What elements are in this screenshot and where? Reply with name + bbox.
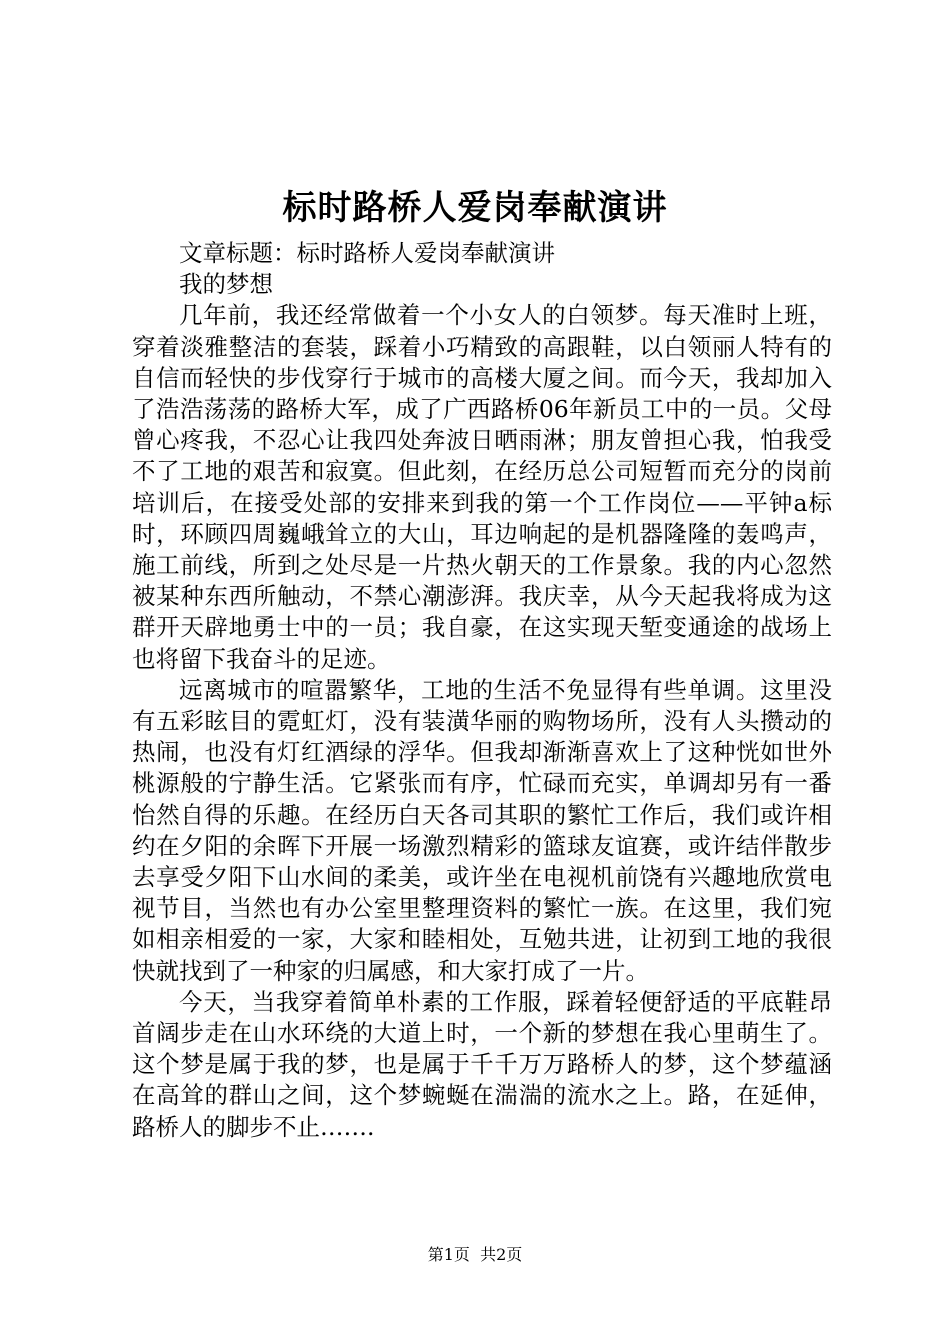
article-title-line: 文章标题：标时路桥人爱岗奉献演讲 xyxy=(179,239,555,267)
document-title: 标时路桥人爱岗奉献演讲 xyxy=(282,188,668,228)
body-paragraph: 今天，当我穿着简单朴素的工作服，踩着轻便舒适的平底鞋昂首阔步走在山水环绕的大道上时，一个新的梦想在我心里萌生了。这个梦是属于我的梦，也是属于千千万万路桥人的梦，这个梦蕴涵在高耸的群山之间，这个梦蜿蜒在湍湍的流水之上。路，在延伸，路桥人的脚步不止……. xyxy=(132,987,832,1141)
body-paragraph: 远离城市的喧嚣繁华，工地的生活不免显得有些单调。这里没有五彩眩目的霓虹灯，没有装潢华丽的购物场所，没有人头攒动的热闹，也没有灯红酒绿的浮华。但我却渐渐喜欢上了这种恍如世外桃源般的宁静生活。它紧张而有序，忙碌而充实，单调却另有一番怡然自得的乐趣。在经历白天各司其职的繁忙工作后，我们或许相约在夕阳的余晖下开展一场激烈精彩的篮球友谊赛，或许结伴散步去享受夕阳下山水间的柔美，或许坐在电视机前饶有兴趣地欣赏电视节目，当然也有办公室里整理资料的繁忙一族。在这里，我们宛如相亲相爱的一家，大家和睦相处，互勉共进，让初到工地的我很快就找到了一种家的归属感，和大家打成了一片。 xyxy=(132,675,832,985)
page-footer xyxy=(0,1245,950,1265)
body-paragraph: 几年前，我还经常做着一个小女人的白领梦。每天准时上班，穿着淡雅整洁的套装，踩着小巧精致的高跟鞋，以白领丽人特有的自信而轻快的步伐穿行于城市的高楼大厦之间。而今天，我却加入了浩浩荡荡的路桥大军，成了广西路桥06年新员工中的一员。父母曾心疼我，不忍心让我四处奔波日晒雨淋；朋友曾担心我，怕我受不了工地的艰苦和寂寞。但此刻，在经历总公司短暂而充分的岗前培训后，在接受处部的安排来到我的第一个工作岗位——平钟a标时，环顾四周巍峨耸立的大山，耳边响起的是机器隆隆的轰鸣声，施工前线，所到之处尽是一片热火朝天的工作景象。我的内心忽然被某种东西所触动，不禁心潮澎湃。我庆幸，从今天起我将成为这群开天辟地勇士中的一员；我自豪，在这实现天堑变通途的战场上也将留下我奋斗的足迹。 xyxy=(132,301,832,673)
document-body xyxy=(132,238,832,1143)
page-total: 共2页 xyxy=(480,1245,523,1264)
section-heading: 我的梦想 xyxy=(179,270,273,299)
page-number: 第1页 xyxy=(427,1245,470,1264)
